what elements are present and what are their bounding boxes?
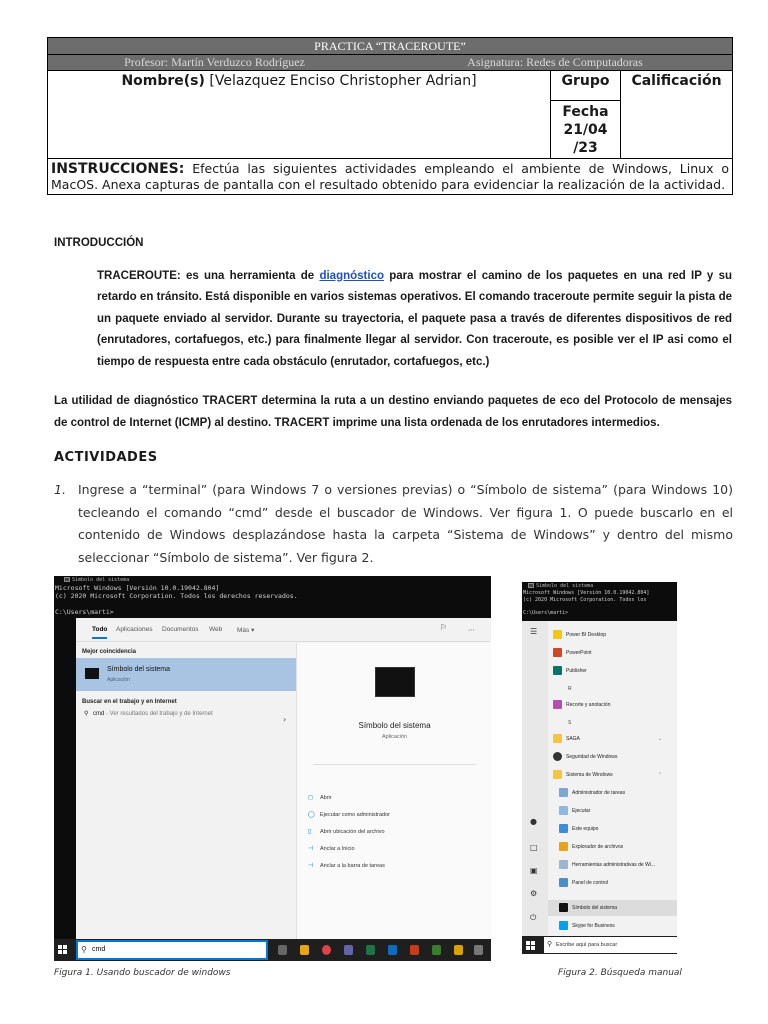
start-rail	[522, 621, 548, 936]
date-cell	[551, 101, 621, 159]
menu-item-herramientas[interactable]: Herramientas administrativas de Wi...	[559, 859, 655, 871]
menu-item-powerbi[interactable]: Power BI Desktop	[553, 629, 606, 641]
intro-paragraph-1	[54, 244, 732, 373]
menu-item-skype[interactable]: Skype for Business	[559, 920, 615, 932]
search-icon: ⚲	[84, 711, 89, 717]
tab-web[interactable]: Web	[209, 626, 223, 633]
name-value: [Velazquez Enciso Christopher Adrian]	[209, 73, 477, 89]
pictures-icon[interactable]: ▣	[530, 866, 538, 875]
menu-item-este-equipo[interactable]: Este equipo	[559, 823, 598, 835]
figure-2-screenshot	[522, 582, 677, 954]
terminal-line-2: (c) 2020 Microsoft Corporation. Todos los derechos reservados.	[55, 592, 298, 600]
chevron-up-icon[interactable]: ⌃	[658, 772, 663, 778]
file-explorer-icon	[559, 842, 568, 851]
powerbi-icon	[553, 630, 562, 639]
menu-item-recorte[interactable]: Recorte y anotación	[553, 699, 610, 711]
letter-r[interactable]: R	[568, 686, 572, 692]
settings-icon[interactable]: ⚙	[530, 889, 538, 898]
intro-p1-start: TRACEROUTE: es una herramienta de	[97, 269, 320, 282]
shield-icon	[553, 752, 562, 761]
web-result-desc: - Ver resultados del trabajo y de Internet	[104, 711, 213, 717]
figure-1-screenshot	[54, 576, 491, 961]
menu-item-saga[interactable]: SAGA	[553, 733, 580, 745]
terminal-line-1: Microsoft Windows [Versión 10.0.19042.804]	[55, 584, 220, 592]
menu-item-ejecutar[interactable]: Ejecutar	[559, 805, 590, 817]
folder-icon[interactable]	[454, 945, 463, 955]
activity-item-1	[54, 479, 733, 569]
professor-subject-row	[48, 55, 733, 71]
results-pane	[76, 643, 296, 939]
tab-aplicaciones[interactable]: Aplicaciones	[116, 626, 153, 633]
activities-heading: ACTIVIDADES	[54, 450, 158, 465]
terminal-title-bar: Símbolo del sistema	[54, 576, 491, 584]
user-icon[interactable]: ●	[530, 817, 537, 826]
menu-item-powerpoint[interactable]: PowerPoint	[553, 647, 592, 659]
feedback-icon[interactable]: ⚐	[440, 623, 448, 632]
action-open[interactable]: ◻ Abrir	[308, 795, 332, 801]
menu-item-sistema-windows[interactable]: Sistema de Windows	[553, 769, 613, 781]
menu-item-simbolo-sistema[interactable]: Símbolo del sistema	[559, 902, 617, 914]
teams-icon[interactable]	[344, 945, 353, 955]
chevron-right-icon[interactable]: ›	[283, 715, 287, 724]
figure-1-caption: Figura 1. Usando buscador de windows	[54, 968, 231, 978]
taskbar	[54, 939, 491, 961]
windows-start-icon[interactable]	[526, 941, 535, 950]
name-label: Nombre(s)	[121, 73, 205, 89]
intro-heading: INTRODUCCIÓN	[54, 237, 144, 249]
best-match-result[interactable]	[76, 658, 296, 691]
file-explorer-icon[interactable]	[300, 945, 309, 955]
snip-icon	[553, 700, 562, 709]
hamburger-icon[interactable]: ☰	[530, 627, 538, 636]
taskbar	[522, 936, 677, 954]
document-icon[interactable]: □	[530, 843, 538, 852]
figure-2-caption: Figura 2. Búsqueda manual	[558, 968, 682, 978]
intro-paragraph-2: La utilidad de diagnóstico TRACERT determina la ruta a un destino enviando paquetes de eco del Protocolo de mensajes de control de Internet (ICMP) al destino. TRACERT imprime una lista ordenada de los enrutadores intermedios.	[54, 395, 732, 429]
task-manager-icon	[559, 788, 568, 797]
menu-item-publisher[interactable]: Publisher	[553, 665, 587, 677]
start-menu	[522, 621, 677, 936]
shield-icon: ◯	[308, 812, 315, 818]
web-search-heading: Buscar en el trabajo y en Internet	[82, 699, 177, 705]
powerpoint-icon	[553, 648, 562, 657]
task-view-icon[interactable]	[278, 945, 287, 955]
chevron-down-icon[interactable]: ⌄	[658, 736, 663, 742]
activity-number: 1.	[54, 482, 66, 497]
instructions-text: Efectúa las siguientes actividades empleando el ambiente de Windows, Linux o MacOS. Anexa capturas de pantalla con el resultado obtenido para evidenciar la realización de la actividad.	[51, 161, 729, 192]
detail-subtitle: Aplicación	[381, 734, 408, 740]
grade-label: Calificación	[621, 71, 733, 159]
outlook-icon[interactable]	[388, 945, 397, 955]
action-run-as-admin[interactable]: ◯ Ejecutar como administrador	[308, 812, 391, 818]
windows-start-icon[interactable]	[58, 945, 67, 954]
admin-tools-icon	[559, 860, 568, 869]
control-panel-icon	[559, 878, 568, 887]
app-icon[interactable]	[432, 945, 441, 955]
activity-text: Ingrese a “terminal” (para Windows 7 o versiones previas) o “Símbolo de sistema” (para Windows 10) tecleando el comando “cmd” desde el buscador de Windows. Ver figura 1. O puede buscarlo en el contenido de Windows desplazándose hasta la carpeta “Sistema de Windows” y dentro del mismo seleccionar “Símbolo de sistema”. Ver figura 2.	[78, 482, 733, 565]
date-value-day: 21/04	[563, 121, 608, 138]
pin-taskbar-icon: ⊣	[308, 863, 314, 869]
detail-title: Símbolo del sistema	[358, 721, 431, 730]
subject-name: Asignatura: Redes de Computadoras	[467, 55, 643, 69]
best-match-subtitle: Aplicación	[107, 677, 130, 683]
intro-p1-rest: para mostrar el camino de los paquetes en una red IP y su retardo en tránsito. Está disponible en varios sistemas operativos. El comando traceroute permite seguir la pista de un paquete enviado al servidor. Durante su trayectoria, el paquete pasa a través de diferentes dispositivos de red (enrutadores, cortafuegos, etc.) para finalmente llegar al servidor. Con traceroute, es posible ver el IP asi como el tiempo de respuesta entre cada obstáculo (enrutador, cortafuegos, etc.)	[97, 269, 732, 368]
web-query: cmd	[93, 711, 105, 717]
instructions-label: INSTRUCCIONES:	[51, 161, 185, 177]
group-label: Grupo	[551, 71, 621, 101]
terminal-prompt: C:\Users\marti>	[523, 609, 569, 616]
power-icon[interactable]: ⏻	[530, 913, 537, 922]
menu-item-panel-control[interactable]: Panel de control	[559, 877, 608, 889]
cmd-icon	[559, 903, 568, 912]
search-panel	[76, 618, 491, 939]
professor-name: Profesor: Martín Verduzco Rodríguez	[124, 55, 305, 69]
menu-item-admin-tareas[interactable]: Administrador de tareas	[559, 787, 625, 799]
menu-item-seguridad[interactable]: Seguridad de Windows	[553, 751, 617, 763]
detail-pane	[296, 643, 491, 939]
terminal-line-3	[54, 600, 491, 608]
web-search-result[interactable]	[84, 710, 274, 719]
taskbar-search-input[interactable]: ⚲ cmd	[76, 940, 268, 960]
tab-todo[interactable]: Todo	[92, 626, 107, 639]
folder-icon	[553, 770, 562, 779]
more-options-icon[interactable]: ⋯	[468, 627, 475, 634]
tab-documentos[interactable]: Documentos	[162, 626, 199, 633]
tab-mas[interactable]: Más ▾	[237, 627, 255, 634]
taskbar-search-input[interactable]: ⚲ Escribe aquí para buscar	[544, 937, 677, 953]
skype-icon	[559, 921, 568, 930]
action-pin-start[interactable]: ⊣ Anclar a Inicio	[308, 846, 355, 852]
action-open-location[interactable]: ▯ Abrir ubicación del archivo	[308, 829, 385, 835]
menu-item-explorador[interactable]: Explorador de archivos	[559, 841, 623, 853]
folder-icon	[553, 734, 562, 743]
search-icon: ⚲	[547, 941, 553, 948]
terminal-line-2: (c) 2020 Microsoft Corporation. Todos los	[523, 596, 647, 603]
terminal-prompt: C:\Users\marti>	[55, 608, 114, 616]
detail-divider	[313, 764, 476, 765]
cmd-large-icon	[375, 667, 415, 697]
date-value-year: /23	[573, 139, 598, 156]
diagnostico-link[interactable]: diagnóstico	[319, 269, 384, 282]
terminal-title-bar: Símbolo del sistema	[522, 582, 677, 590]
date-label: Fecha	[562, 103, 609, 120]
best-match-title: Símbolo del sistema	[107, 666, 171, 673]
cmd-app-icon	[85, 668, 99, 679]
search-icon: ⚲	[81, 945, 87, 954]
letter-s[interactable]: S	[568, 720, 572, 726]
snip-icon[interactable]	[410, 945, 419, 955]
practice-title: PRACTICA “TRACEROUTE”	[48, 38, 733, 55]
publisher-icon	[553, 666, 562, 675]
instructions-cell	[48, 159, 733, 195]
header-table	[47, 37, 733, 195]
computer-icon	[559, 824, 568, 833]
cmd-icon	[64, 577, 70, 582]
excel-icon[interactable]	[366, 945, 375, 955]
cmd-icon	[528, 583, 534, 588]
name-cell	[48, 71, 551, 159]
action-pin-taskbar[interactable]: ⊣ Anclar a la barra de tareas	[308, 863, 385, 869]
cmd-taskbar-icon[interactable]	[474, 945, 483, 955]
file-icon: ▯	[308, 829, 312, 835]
browser-icon[interactable]	[322, 945, 331, 955]
open-icon: ◻	[308, 795, 313, 801]
search-tabs	[76, 618, 491, 642]
best-match-heading: Mejor coincidencia	[82, 649, 137, 655]
run-icon	[559, 806, 568, 815]
terminal-line-1: Microsoft Windows [Versión 10.0.19042.804]	[523, 590, 650, 596]
pin-icon: ⊣	[308, 846, 314, 852]
